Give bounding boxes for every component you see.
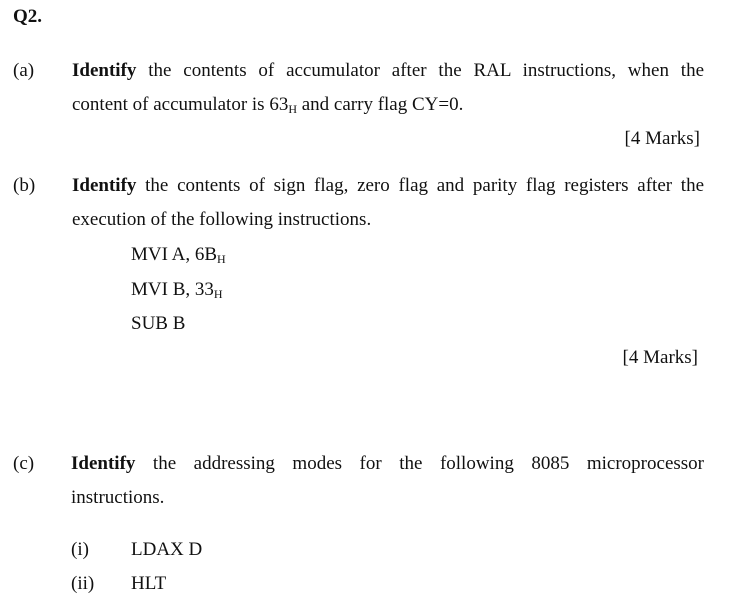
part-c-label: (c) [13,453,35,474]
part-a-subscript: H [288,102,297,116]
part-a-line2 [72,94,463,117]
instruction-line [131,313,185,335]
part-a-marks: [4 Marks] [624,128,700,149]
instruction-subscript: H [217,252,226,266]
instruction-text: MVI B, 33 [131,279,214,300]
part-c-verb: Identify [71,453,136,474]
part-b-line1 [72,175,704,197]
part-a-line2-pre: content of accumulator is 63 [72,94,289,115]
part-b-label: (b) [13,175,36,196]
question-number: Q2. [13,6,43,27]
part-b-marks: [4 Marks] [622,347,698,368]
part-a-line1-text: the contents of accumulator after the RAL instructions, when the [148,60,704,81]
part-c-line2: instructions. [71,487,165,508]
list-item-number: (ii) [71,573,95,594]
list-item-number: (i) [71,539,89,560]
instruction-line [131,244,226,267]
part-b-verb: Identify [72,175,137,196]
part-a-line2-post: and carry flag CY=0. [297,94,464,115]
list-item-text: LDAX D [131,539,203,560]
part-c-line1 [71,453,704,475]
part-a-verb: Identify [72,60,137,81]
instruction-text: MVI A, 6B [131,244,218,265]
part-c-line1-text: the addressing modes for the following 8085 microprocessor [152,453,704,474]
instruction-line [131,279,223,302]
part-a-label: (a) [13,60,35,81]
instruction-subscript: H [213,287,223,301]
list-item-text: HLT [131,573,167,594]
part-b-line2: execution of the following instructions. [72,209,372,230]
part-b-line1-text: the contents of sign flag, zero flag and parity flag registers after the [145,175,705,196]
part-a-line1 [72,60,704,82]
instruction-text: SUB B [131,313,186,334]
